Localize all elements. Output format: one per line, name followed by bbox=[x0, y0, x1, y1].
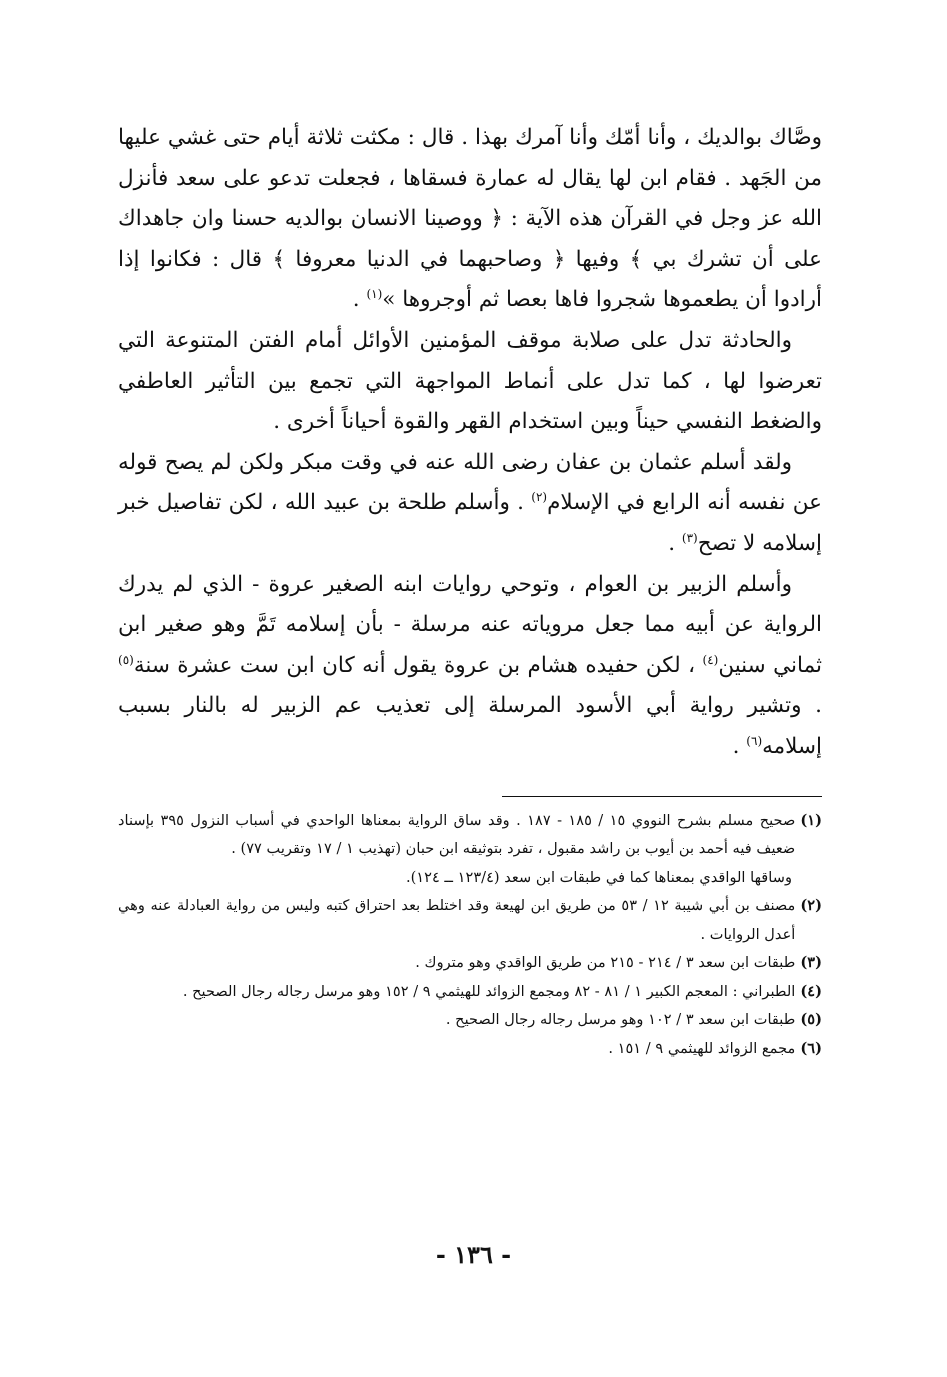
footnote-1-continuation: وساقها الواقدي بمعناها كما في طبقات ابن سعد (١٢٣/٤ ــ ١٢٤). bbox=[405, 868, 792, 886]
text-line: جاهداك على أن تشرك بي ﴾ وفيها ﴿ وصاحبهما في الدنيا معروفا ﴾ قال : bbox=[118, 206, 822, 272]
footnote-4 bbox=[118, 978, 822, 1007]
text-line: . bbox=[732, 733, 747, 759]
paragraph-4 bbox=[118, 565, 822, 768]
footnote-text: الطبراني : المعجم الكبير ١ / ٨١ - ٨٢ ومجمع الزوائد للهيثمي ٩ / ١٥٢ وهو مرسل رجاله رجال الصحيح . bbox=[182, 982, 796, 1000]
footnote-5 bbox=[118, 1006, 822, 1035]
footnote-number: (١) bbox=[800, 811, 822, 829]
footnote-number: (٤) bbox=[800, 982, 822, 1000]
footnote-text: مصنف بن أبي شيبة ١٢ / ٥٣ من طريق ابن لهيعة وقد اختلط بعد احتراق كتبه وليس من رواية العبادلة عنه وهي أعدل الروايات . bbox=[118, 897, 796, 943]
text-line: فأنزل الله عز وجل في القرآن هذه الآية : ﴿ ووصينا الانسان بوالديه حسنا وان bbox=[118, 165, 822, 232]
text-line: وصَّاك بوالديك ، وأنا أمّك وأنا آمرك بهذا . قال : مكثت ثلاثة أيام حتى غشي bbox=[167, 125, 822, 150]
footnote-ref: (٢) bbox=[531, 490, 548, 505]
footnote-ref: (٥) bbox=[118, 652, 134, 667]
footnote-number: (٢) bbox=[800, 897, 822, 914]
paragraph-1 bbox=[118, 118, 822, 321]
text-line: وأسلم الزبير بن العوام ، وتوحي روايات ابنه الصغير عروة - الذي لم يدرك bbox=[118, 571, 792, 597]
footnote-2 bbox=[118, 892, 822, 949]
text-line: سنين bbox=[718, 652, 766, 678]
text-line: ، لكن حفيده هشام بن عروة يقول أنه كان ابن ست عشرة سنة bbox=[133, 652, 703, 678]
footnote-3 bbox=[118, 949, 822, 978]
text-line: عليها من الجَهد . فقام ابن لها يقال له عمارة فسقاها ، فجعلت تدعو على سعد bbox=[118, 125, 822, 191]
footnote-number: (٦) bbox=[800, 1039, 822, 1057]
footnote-text: طبقات ابن سعد ٣ / ٢١٤ - ٢١٥ من طريق الواقدي وهو متروك . bbox=[415, 954, 796, 971]
text-line: فكانوا إذا أرادوا أن يطعموها شجروا فاها بعصا ثم أوجروها » bbox=[118, 246, 822, 313]
footnote-number: (٥) bbox=[800, 1011, 822, 1028]
text-line: والحادثة تدل على صلابة موقف المؤمنين الأوائل أمام الفتن المتنوعة التي bbox=[118, 327, 792, 353]
page bbox=[118, 118, 822, 1063]
body-text bbox=[118, 118, 822, 768]
text-line: . bbox=[352, 287, 367, 313]
footnote-text: مجمع الزوائد للهيثمي ٩ / ١٥١ . bbox=[608, 1039, 796, 1057]
footnote-divider bbox=[502, 796, 822, 797]
footnote-ref: (٦) bbox=[746, 733, 763, 748]
text-line: خبر إسلامه لا تصح bbox=[118, 490, 822, 556]
text-line: تعرضوا لها ، كما تدل على أنماط المواجهة التي تجمع بين التأثير العاطفي والضغط bbox=[118, 368, 822, 435]
page-number: - ١٣٦ - bbox=[435, 1240, 512, 1269]
footnote-1 bbox=[118, 807, 822, 864]
footnote-number: (٣) bbox=[800, 954, 822, 971]
paragraph-3 bbox=[118, 443, 822, 565]
text-line: ولقد أسلم عثمان بن عفان رضى الله عنه في وقت مبكر ولكن لم يصح قوله bbox=[118, 449, 792, 475]
text-line: . وأسلم طلحة بن عبيد الله ، لكن تفاصيل bbox=[156, 490, 532, 516]
footnote-text: صحيح مسلم بشرح النووي ١٥ / ١٨٥ - ١٨٧ . وقد ساق الرواية بمعناها الواحدي في أسباب النزول ٣٩٥ بإسناد ضعيف فيه أحمد بن أيوب بن راشد مقبول ، تفرد بتوثيقه ابن حبان (تهذيب ١ / ١٧ وتقريب ٧٧) . bbox=[118, 811, 796, 857]
text-line: عن نفسه أنه الرابع في الإسلام bbox=[547, 490, 822, 516]
footnote-ref: (١) bbox=[366, 287, 383, 302]
text-line: النفسي حيناً وبين استخدام القهر والقوة أحياناً أخرى . bbox=[273, 409, 743, 435]
paragraph-2 bbox=[118, 321, 822, 443]
footnote-text: طبقات ابن سعد ٣ / ١٠٢ وهو مرسل رجاله رجال الصحيح . bbox=[445, 1011, 796, 1028]
text-line: الرواية عن أبيه مما جعل مروياته عنه مرسلة - بأن إسلامه تَمَّ وهو صغير ابن ثماني bbox=[118, 612, 822, 678]
footnote-ref: (٣) bbox=[681, 530, 698, 545]
footnotes bbox=[118, 807, 822, 1064]
footnote-6 bbox=[118, 1035, 822, 1064]
text-line: وتشير رواية أبي الأسود المرسلة إلى تعذيب عم الزبير له بالنار بسبب إسلامه bbox=[118, 693, 822, 759]
footnote-ref: (٤) bbox=[702, 652, 719, 667]
text-line: . bbox=[668, 530, 682, 556]
text-line: . bbox=[815, 693, 822, 719]
